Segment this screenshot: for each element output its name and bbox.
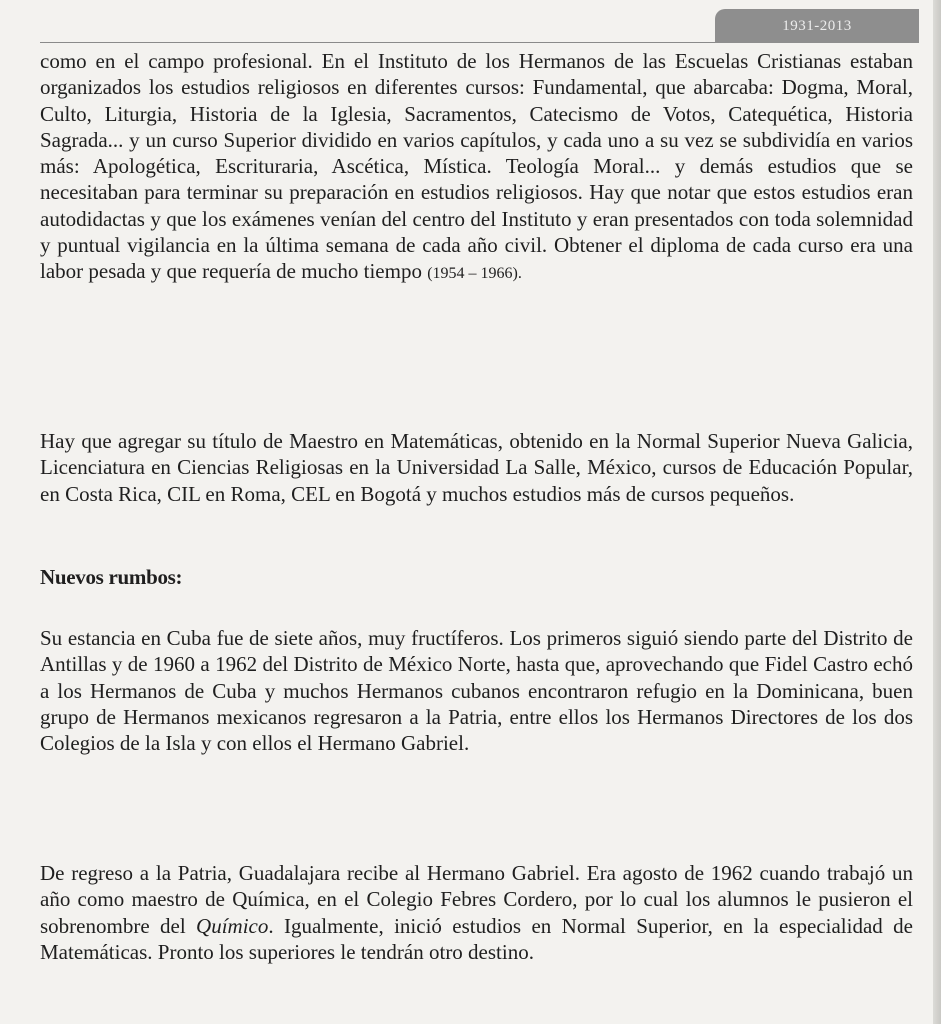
paragraph-religious-studies bbox=[40, 48, 913, 288]
section-heading: Nuevos rumbos: bbox=[40, 565, 183, 589]
date-range: (1954 – 1966). bbox=[427, 265, 522, 283]
header-rule bbox=[40, 42, 715, 43]
running-header-years: 1931-2013 bbox=[715, 9, 919, 43]
paragraph-text: . Igualmente, inició estudios en Normal Superior, en la especialidad de Matemáticas. Pronto los superiores le tendrán otro destino. bbox=[40, 913, 913, 964]
paragraph-text: De regreso a la Patria, Guadalajara recibe al Hermano Gabriel. Era agosto de 1962 cuando trabajó un año como maestro de Química, en el Colegio Febres Cordero, por lo cual los alumnos le pusieron el sobrenombre del bbox=[40, 861, 913, 938]
paragraph-degrees: Hay que agregar su título de Maestro en Matemáticas, obtenido en la Normal Superior Nueva Galicia, Licenciatura en Ciencias Religiosas en la Universidad La Salle, México, cursos de Educación Popular, en Costa Rica, CIL en Roma, CEL en Bogotá y muchos estudios más de cursos pequeños. bbox=[40, 429, 913, 506]
paragraph-cuba: Su estancia en Cuba fue de siete años, muy fructíferos. Los primeros siguió siendo parte del Distrito de Antillas y de 1960 a 1962 del Distrito de México Norte, hasta que, aprovechando que Fidel Castro echó a los Hermanos de Cuba y muchos Hermanos cubanos encontraron refugio en la Dominicana, buen grupo de Hermanos mexicanos regresaron a la Patria, entre ellos los Hermanos Directores de los dos Colegios de la Isla y con ellos el Hermano Gabriel. bbox=[40, 626, 913, 756]
page-edge-shadow bbox=[933, 0, 941, 1024]
paragraph-text: como en el campo profesional. En el Instituto de los Hermanos de las Escuelas Cristianas estaban organizados los estudios religiosos en diferentes cursos: Fundamental, que abarcaba: Dogma, Moral, Culto, Liturgia, Historia de la Iglesia, Sacramentos, Catecismo de Votos, Catequética, Historia Sagrada... y un curso Superior dividido en varios capítulos, y cada uno a su vez se subdividía en varios más: Apologética, Escrituraria, Ascética, Mística. Teología Moral... y demás estudios que se necesitaban para terminar su preparación en estudios religiosos. Hay que notar que estos estudios eran autodidactas y que los exámenes venían del centro del Instituto y eran presentados con toda solemnidad y puntual vigilancia en la última semana de cada año civil. Obtener el diploma de cada curso era una labor pesada y que requería de mucho tiempo bbox=[40, 49, 913, 284]
paragraph-return-guadalajara bbox=[40, 860, 913, 965]
nickname-italic: Químico bbox=[196, 913, 269, 938]
